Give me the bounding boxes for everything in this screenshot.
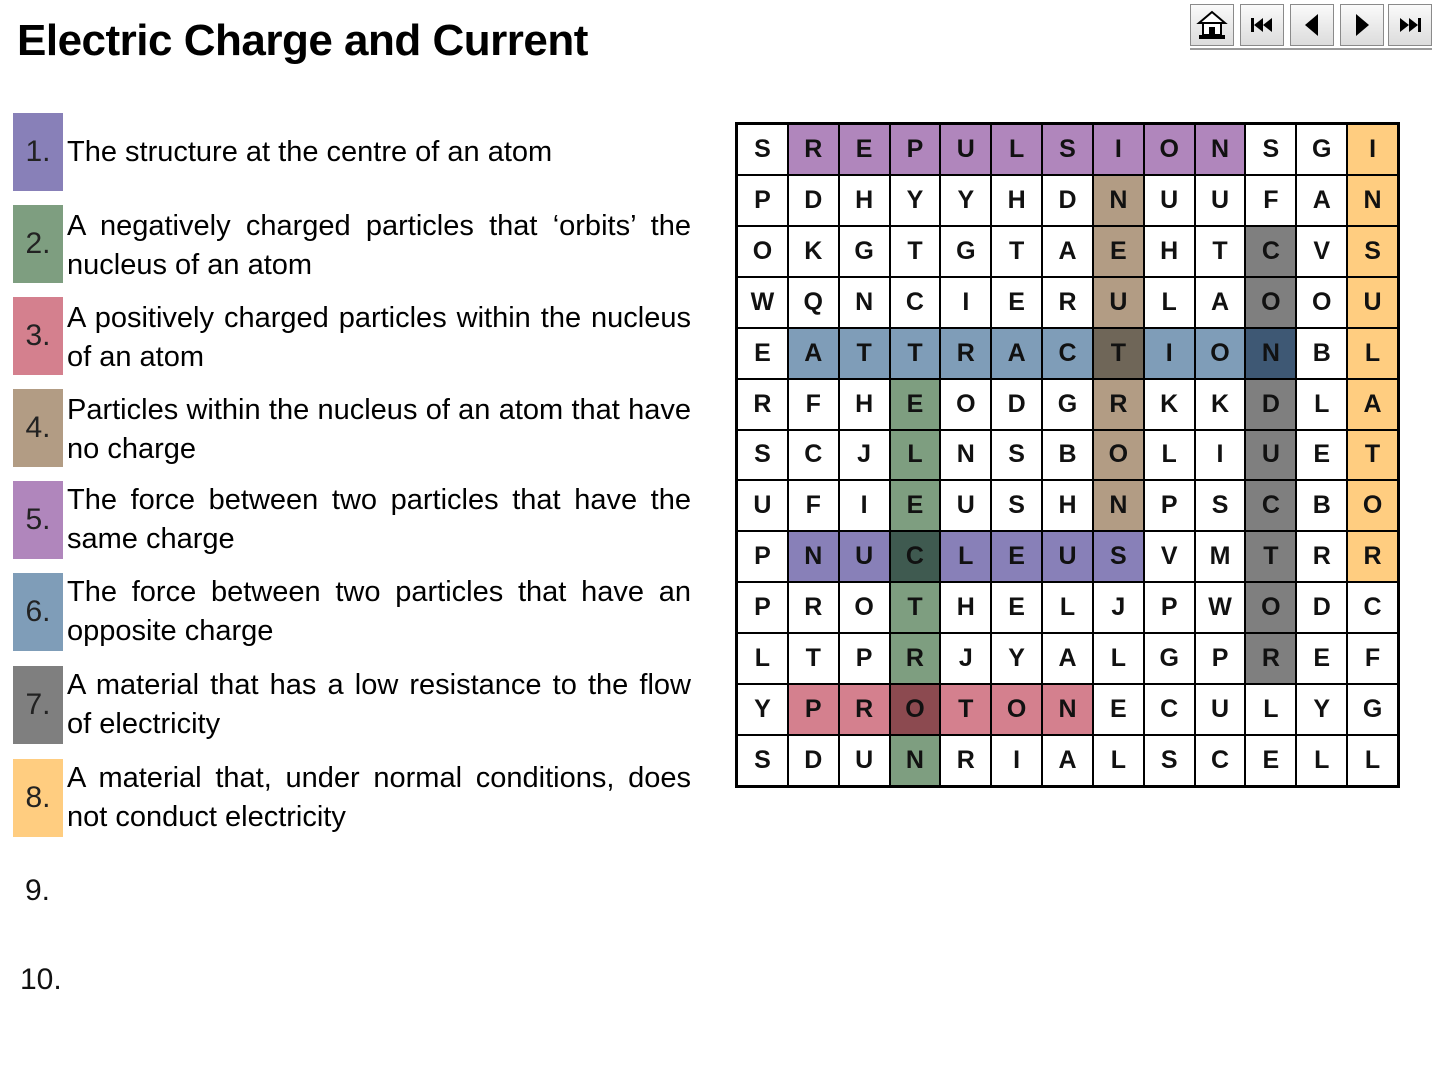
grid-cell[interactable]: N [1195, 124, 1246, 175]
first-button[interactable] [1240, 4, 1284, 46]
clue-number: 8. [13, 759, 63, 837]
skip-last-icon [1397, 15, 1423, 35]
grid-cell[interactable]: S [737, 124, 788, 175]
grid-cell[interactable]: Y [991, 633, 1042, 684]
grid-cell[interactable]: D [788, 175, 839, 226]
grid-cell[interactable]: O [737, 226, 788, 277]
grid-cell[interactable]: N [839, 277, 890, 328]
home-icon [1195, 8, 1229, 42]
grid-cell[interactable]: F [1245, 175, 1296, 226]
grid-cell[interactable]: Y [737, 684, 788, 735]
grid-cell[interactable]: C [1245, 226, 1296, 277]
grid-cell[interactable]: D [788, 735, 839, 786]
grid-cell[interactable]: T [890, 328, 941, 379]
grid-cell[interactable]: E [1093, 226, 1144, 277]
grid-cell[interactable]: W [737, 277, 788, 328]
grid-cell[interactable]: L [1144, 277, 1195, 328]
grid-cell[interactable]: F [788, 379, 839, 430]
grid-cell[interactable]: O [839, 582, 890, 633]
grid-cell[interactable]: I [1093, 124, 1144, 175]
grid-cell[interactable]: T [940, 684, 991, 735]
grid-cell[interactable]: N [940, 430, 991, 481]
grid-cell[interactable]: P [737, 582, 788, 633]
grid-cell[interactable]: U [940, 480, 991, 531]
grid-cell[interactable]: R [940, 328, 991, 379]
grid-cell[interactable]: U [839, 735, 890, 786]
grid-cell[interactable]: S [991, 430, 1042, 481]
grid-cell[interactable]: A [1347, 379, 1398, 430]
grid-cell[interactable]: L [1042, 582, 1093, 633]
grid-cell[interactable]: C [1042, 328, 1093, 379]
grid-cell[interactable]: E [1245, 735, 1296, 786]
grid-cell[interactable]: I [940, 277, 991, 328]
grid-cell[interactable]: U [1245, 430, 1296, 481]
grid-cell[interactable]: G [1144, 633, 1195, 684]
grid-cell[interactable]: G [1296, 124, 1347, 175]
grid-cell[interactable]: Y [940, 175, 991, 226]
grid-cell[interactable]: B [1296, 328, 1347, 379]
grid-cell[interactable]: E [991, 277, 1042, 328]
grid-cell[interactable]: L [991, 124, 1042, 175]
grid-cell[interactable]: K [788, 226, 839, 277]
grid-cell[interactable]: H [839, 175, 890, 226]
grid-cell[interactable]: L [737, 633, 788, 684]
grid-cell[interactable]: G [1042, 379, 1093, 430]
grid-cell[interactable]: I [839, 480, 890, 531]
grid-cell[interactable]: K [1195, 379, 1246, 430]
grid-cell[interactable]: S [1347, 226, 1398, 277]
grid-cell[interactable]: J [839, 430, 890, 481]
grid-cell[interactable]: H [1144, 226, 1195, 277]
grid-cell[interactable]: L [1144, 430, 1195, 481]
grid-cell[interactable]: N [1093, 175, 1144, 226]
grid-cell[interactable]: U [1347, 277, 1398, 328]
grid-cell[interactable]: B [1296, 480, 1347, 531]
clue-text: The structure at the centre of an atom [67, 136, 553, 168]
grid-cell[interactable]: A [1042, 735, 1093, 786]
grid-cell[interactable]: C [1195, 735, 1246, 786]
grid-cell[interactable]: E [1296, 633, 1347, 684]
grid-cell[interactable]: O [1144, 124, 1195, 175]
next-button[interactable] [1340, 4, 1384, 46]
clue-number: 5. [13, 481, 63, 559]
clue-text: A material that has a low resistance to the flow of electricity [67, 669, 691, 740]
grid-cell[interactable]: N [1245, 328, 1296, 379]
skip-first-icon [1249, 15, 1275, 35]
grid-cell[interactable]: C [1245, 480, 1296, 531]
grid-cell[interactable]: T [788, 633, 839, 684]
grid-cell[interactable]: N [1042, 684, 1093, 735]
grid-cell[interactable]: O [940, 379, 991, 430]
grid-cell[interactable]: O [1245, 582, 1296, 633]
home-button[interactable] [1190, 4, 1234, 46]
grid-cell[interactable]: R [788, 124, 839, 175]
grid-cell[interactable]: T [1245, 531, 1296, 582]
grid-cell[interactable]: I [991, 735, 1042, 786]
grid-cell[interactable]: P [788, 684, 839, 735]
grid-cell[interactable]: E [1093, 684, 1144, 735]
grid-cell[interactable]: U [940, 124, 991, 175]
grid-cell[interactable]: S [1195, 480, 1246, 531]
grid-cell[interactable]: E [737, 328, 788, 379]
grid-cell[interactable]: R [788, 582, 839, 633]
play-prev-icon [1302, 12, 1322, 38]
grid-cell[interactable]: F [788, 480, 839, 531]
grid-cell[interactable]: R [940, 735, 991, 786]
grid-cell[interactable]: R [1296, 531, 1347, 582]
grid-cell[interactable]: E [839, 124, 890, 175]
grid-cell[interactable]: P [737, 531, 788, 582]
grid-cell[interactable]: C [890, 531, 941, 582]
clue-10-number: 10. [20, 963, 62, 996]
last-button[interactable] [1388, 4, 1432, 46]
grid-cell[interactable]: S [1144, 735, 1195, 786]
grid-cell[interactable]: G [839, 226, 890, 277]
grid-cell[interactable]: T [991, 226, 1042, 277]
grid-cell[interactable]: O [1245, 277, 1296, 328]
grid-cell[interactable]: O [1093, 430, 1144, 481]
grid-cell[interactable]: U [1195, 684, 1246, 735]
grid-cell[interactable]: L [1093, 633, 1144, 684]
grid-cell[interactable]: Q [788, 277, 839, 328]
page-title: Electric Charge and Current [17, 16, 588, 65]
grid-cell[interactable]: H [991, 175, 1042, 226]
grid-cell[interactable]: R [737, 379, 788, 430]
grid-cell[interactable]: C [1347, 582, 1398, 633]
grid-cell[interactable]: L [940, 531, 991, 582]
grid-cell[interactable]: C [890, 277, 941, 328]
grid-cell[interactable]: N [890, 735, 941, 786]
grid-cell[interactable]: S [991, 480, 1042, 531]
grid-cell[interactable]: T [1093, 328, 1144, 379]
grid-cell[interactable]: G [1347, 684, 1398, 735]
grid-cell[interactable]: S [737, 430, 788, 481]
clue-number: 4. [13, 389, 63, 467]
grid-cell[interactable]: O [1296, 277, 1347, 328]
clue-number: 2. [13, 205, 63, 283]
grid-cell[interactable]: D [1245, 379, 1296, 430]
clue-text: Particles within the nucleus of an atom that have no charge [67, 394, 691, 465]
clue-number: 3. [13, 297, 63, 375]
navigation-bar [1190, 2, 1432, 50]
grid-cell[interactable]: A [1195, 277, 1246, 328]
grid-cell[interactable]: L [1245, 684, 1296, 735]
grid-cell[interactable]: J [940, 633, 991, 684]
grid-cell[interactable]: S [737, 735, 788, 786]
grid-cell[interactable]: D [1296, 582, 1347, 633]
clue-text: The force between two particles that have the same charge [67, 484, 691, 555]
grid-cell[interactable]: R [1245, 633, 1296, 684]
grid-cell[interactable]: D [991, 379, 1042, 430]
grid-cell[interactable]: P [839, 633, 890, 684]
grid-cell[interactable]: A [991, 328, 1042, 379]
grid-cell[interactable]: H [839, 379, 890, 430]
grid-cell[interactable]: S [1093, 531, 1144, 582]
grid-cell[interactable]: H [1042, 480, 1093, 531]
grid-cell[interactable]: E [991, 531, 1042, 582]
grid-cell[interactable]: E [991, 582, 1042, 633]
grid-cell[interactable]: I [1144, 328, 1195, 379]
grid-cell[interactable]: N [1093, 480, 1144, 531]
grid-cell[interactable]: U [1144, 175, 1195, 226]
grid-cell[interactable]: S [1245, 124, 1296, 175]
grid-cell[interactable]: Y [890, 175, 941, 226]
grid-cell[interactable]: C [1144, 684, 1195, 735]
grid-cell[interactable]: T [890, 226, 941, 277]
grid-cell[interactable]: O [890, 684, 941, 735]
grid-cell[interactable]: L [1347, 328, 1398, 379]
grid-cell[interactable]: G [940, 226, 991, 277]
grid-cell[interactable]: R [1042, 277, 1093, 328]
grid-cell[interactable]: I [1347, 124, 1398, 175]
grid-cell[interactable]: L [1093, 735, 1144, 786]
grid-cell[interactable]: O [1195, 328, 1246, 379]
grid-cell[interactable]: M [1195, 531, 1246, 582]
grid-cell[interactable]: E [1296, 430, 1347, 481]
grid-cell[interactable]: O [1347, 480, 1398, 531]
grid-cell[interactable]: U [839, 531, 890, 582]
clue-number: 7. [13, 666, 63, 744]
grid-cell[interactable]: L [1347, 735, 1398, 786]
grid-cell[interactable]: L [890, 430, 941, 481]
grid-cell[interactable]: T [839, 328, 890, 379]
grid-cell[interactable]: A [1042, 226, 1093, 277]
play-next-icon [1352, 12, 1372, 38]
grid-cell[interactable]: T [890, 582, 941, 633]
grid-cell[interactable]: U [1042, 531, 1093, 582]
grid-cell[interactable]: A [1296, 175, 1347, 226]
grid-cell[interactable]: F [1347, 633, 1398, 684]
grid-cell[interactable]: D [1042, 175, 1093, 226]
grid-cell[interactable]: R [890, 633, 941, 684]
clue-9-number: 9. [25, 874, 51, 907]
grid-cell[interactable]: C [788, 430, 839, 481]
grid-cell[interactable]: N [788, 531, 839, 582]
grid-cell[interactable]: U [1093, 277, 1144, 328]
grid-cell[interactable]: R [1093, 379, 1144, 430]
grid-cell[interactable]: R [1347, 531, 1398, 582]
grid-cell[interactable]: E [890, 480, 941, 531]
clue-text: A positively charged particles within the nucleus of an atom [67, 302, 691, 373]
clue-number: 6. [13, 573, 63, 651]
grid-cell[interactable]: S [1042, 124, 1093, 175]
grid-cell[interactable]: L [1296, 379, 1347, 430]
grid-cell[interactable]: Y [1296, 684, 1347, 735]
grid-cell[interactable]: W [1195, 582, 1246, 633]
word-search-grid [735, 122, 1400, 788]
grid-cell[interactable]: U [1195, 175, 1246, 226]
clue-number: 1. [13, 113, 63, 191]
grid-cell[interactable]: V [1296, 226, 1347, 277]
grid-cell[interactable]: O [991, 684, 1042, 735]
grid-cell[interactable]: H [940, 582, 991, 633]
grid-cell[interactable]: L [1296, 735, 1347, 786]
grid-cell[interactable]: N [1347, 175, 1398, 226]
grid-cell[interactable]: R [839, 684, 890, 735]
grid-cell[interactable]: T [1195, 226, 1246, 277]
clue-text: A negatively charged particles that ‘orbits’ the nucleus of an atom [67, 210, 691, 281]
grid-cell[interactable]: P [1144, 480, 1195, 531]
grid-cell[interactable]: E [890, 379, 941, 430]
grid-cell[interactable]: P [890, 124, 941, 175]
grid-cell[interactable]: K [1144, 379, 1195, 430]
grid-cell[interactable]: U [737, 480, 788, 531]
grid-cell[interactable]: P [1195, 633, 1246, 684]
grid-cell[interactable]: J [1093, 582, 1144, 633]
prev-button[interactable] [1290, 4, 1334, 46]
clue-text: The force between two particles that have an opposite charge [67, 576, 691, 647]
grid-cell[interactable]: P [737, 175, 788, 226]
grid-cell[interactable]: A [1042, 633, 1093, 684]
grid-cell[interactable]: V [1144, 531, 1195, 582]
grid-cell[interactable]: A [788, 328, 839, 379]
grid-cell[interactable]: P [1144, 582, 1195, 633]
grid-cell[interactable]: I [1195, 430, 1246, 481]
grid-cell[interactable]: B [1042, 430, 1093, 481]
grid-cell[interactable]: T [1347, 430, 1398, 481]
clue-text: A material that, under normal conditions, does not conduct electricity [67, 762, 691, 833]
